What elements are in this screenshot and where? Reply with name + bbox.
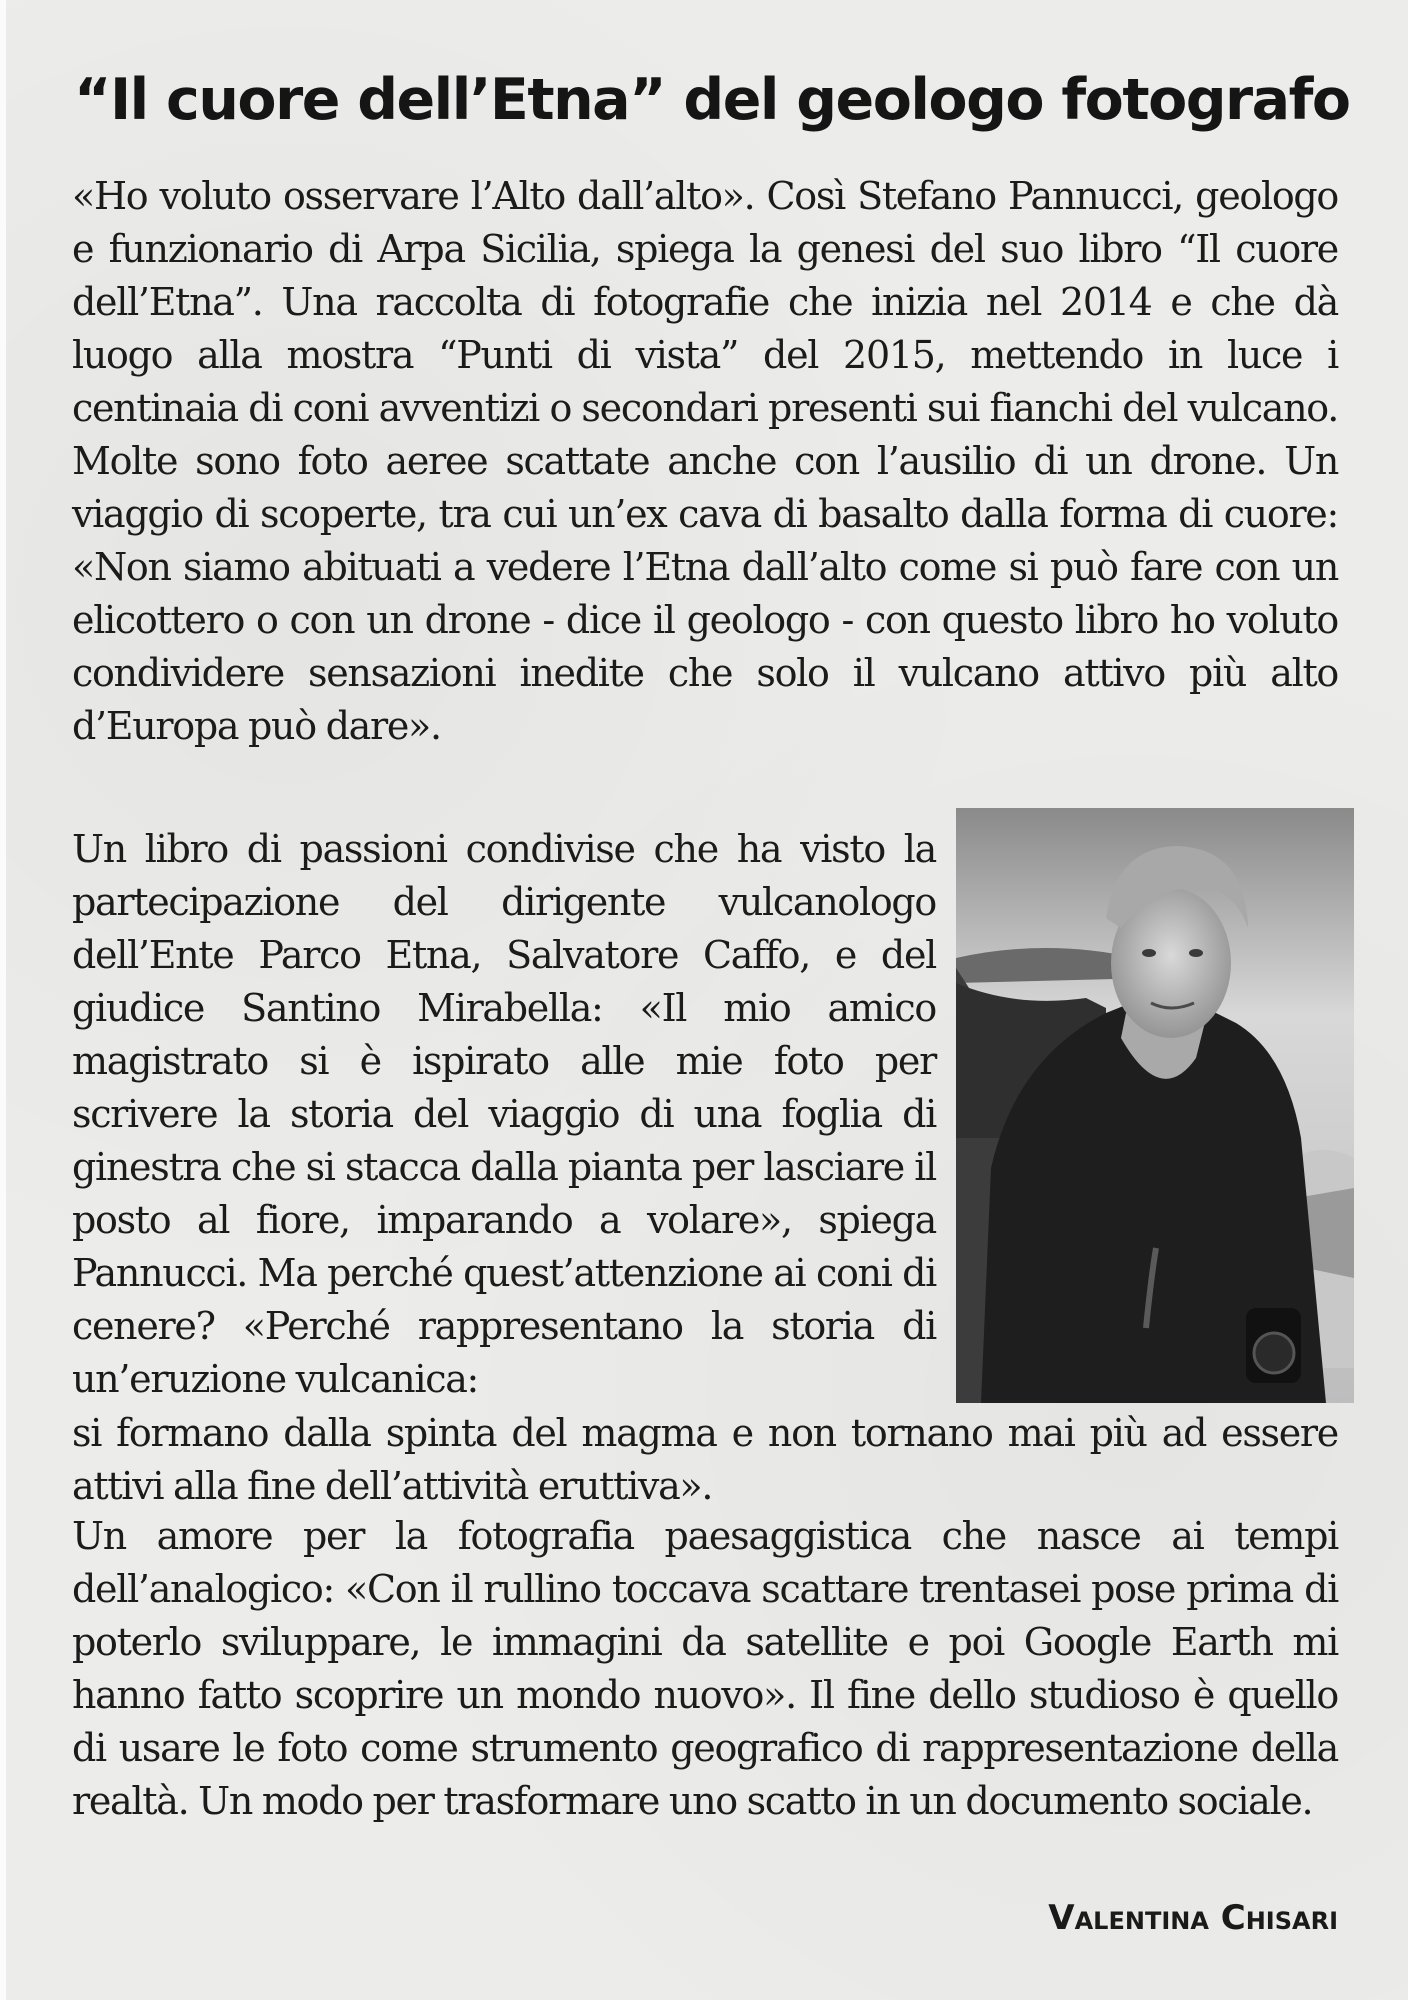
byline: Valentina Chisari <box>1048 1898 1338 1938</box>
article-paragraph-2: Un libro di passioni condivise che ha visto la partecipazione del dirigente vulcanologo dell’Ente Parco Etna, Salvatore Caffo, e del giudice Santino Mirabella: «Il mio amico magistrato si è ispirato alle mie foto per scrivere la storia del viaggio di una foglia di ginestra che si stacca dalla pianta per lasciare il posto al fiore, imparando a volare», spiega Pannucci. Ma perché quest’attenzione ai coni di cenere? «Perché rappresentano la storia di un’eruzione vulcanica: <box>72 827 936 1401</box>
article-paragraph-2-end: si formano dalla spinta del magma e non tornano mai più ad essere attivi alla fine dell’attività eruttiva». <box>72 1411 1338 1508</box>
portrait-photo-icon <box>956 808 1354 1403</box>
headline: “Il cuore dell’Etna” del geologo fotografo <box>74 67 1350 133</box>
article-paragraph-3: Un amore per la fotografia paesaggistica che nasce ai tempi dell’analogico: «Con il rullino toccava scattare trentasei pose prima di poterlo sviluppare, le immagini da satellite e poi Google Earth mi hanno fatto scoprire un mondo nuovo». Il fine dello studioso è quello di usare le foto come strumento geografico di rappresentazione della realtà. Un modo per trasformare uno scatto in un documento sociale. <box>72 1514 1338 1823</box>
article-paragraph-1: «Ho voluto osservare l’Alto dall’alto». Così Stefano Pannucci, geologo e funzionario di Arpa Sicilia, spiega la genesi del suo libro “Il cuore dell’Etna”. Una raccolta di fotografie che inizia nel 2014 e che dà luogo alla mostra “Punti di vista” del 2015, mettendo in luce i centinaia di coni avventizi o secondari presenti sui fianchi del vulcano. Molte sono foto aeree scattate anche con l’ausilio di un drone. Un viaggio di scoperte, tra cui un’ex cava di basalto dalla forma di cuore: «Non siamo abituati a vedere l’Etna dall’alto come si può fare con un elicottero o con un drone - dice il geologo - con questo libro ho voluto condividere sensazioni inedite che solo il vulcano attivo più alto d’Europa può dare». <box>72 174 1338 748</box>
portrait-photo <box>956 808 1354 1403</box>
